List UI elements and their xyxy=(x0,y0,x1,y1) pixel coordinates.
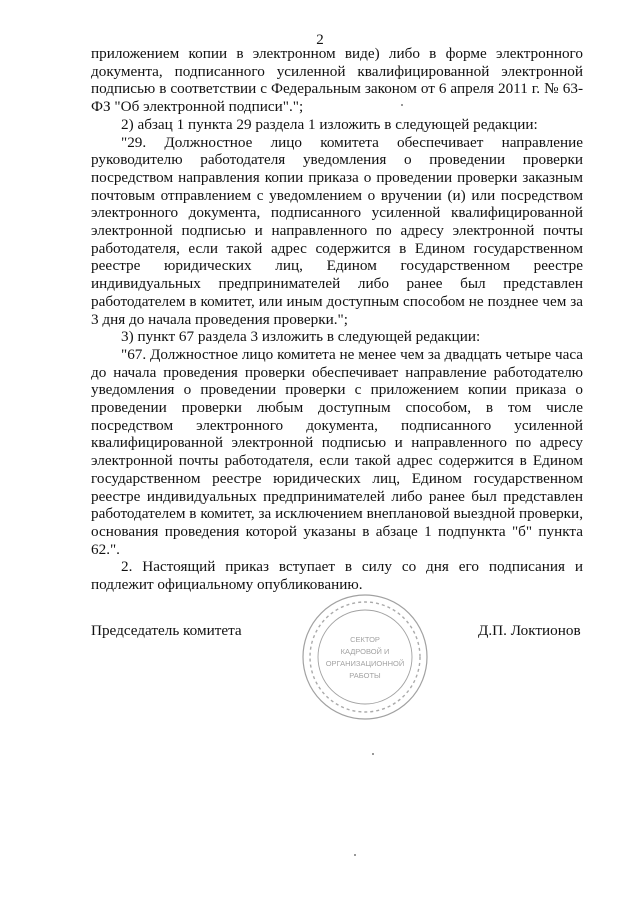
svg-text:СЕКТОР: СЕКТОР xyxy=(350,635,380,644)
paragraph-item-29: "29. Должностное лицо комитета обеспечивает направление руководителю работодателя уведомления о проведении проверки посредством направления копии приказа о проведении проверки заказным почтовым отправлением с уведомлением о вручении (и) или посредством электронного документа, подписанного усиленной квалифицированной электронной подписью и направленного по адресу электронной почты работодателя, если такой адрес содержится в Едином государственном реестре юридических лиц, Едином государственном реестре индивидуальных предпринимателей либо ранее был представлен работодателем в комитет, или иным доступным способом не позднее чем за 3 дня до начала проведения проверки."; xyxy=(91,133,583,328)
svg-text:ОРГАНИЗАЦИОННОЙ: ОРГАНИЗАЦИОННОЙ xyxy=(325,659,405,668)
paragraph-item-67: "67. Должностное лицо комитета не менее чем за двадцать четыре часа до начала проведения проверки обеспечивает направление работодателю уведомления о проведении проверки с приложением копии приказа о проведении проверки любым доступным способом, в том числе посредством электронного документа, подписанного усиленной квалифицированной электронной подписью и направленного по адресу электронной почты работодателя, если такой адрес содержится в Едином государственном реестре юридических лиц, Едином государственном реестре индивидуальных предпринимателей либо ранее был представлен работодателем в комитет, за исключением внеплановой выездной проверки, основания проведения которой указаны в абзаце 1 подпункта "б" пункта 62.". xyxy=(91,345,583,558)
svg-text:РАБОТЫ: РАБОТЫ xyxy=(349,671,381,680)
scan-speck xyxy=(354,854,356,856)
paragraph-amendment-3: 3) пункт 67 раздела 3 изложить в следующей редакции: xyxy=(121,328,481,346)
signatory-name: Д.П. Локтионов xyxy=(478,622,581,639)
scan-speck xyxy=(372,753,374,755)
page-number: 2 xyxy=(316,32,324,48)
scan-speck xyxy=(401,104,403,106)
paragraph-continuation: приложением копии в электронном виде) либо в форме электронного документа, подписанного усиленной квалифицированной электронной подписью в соответствии с Федеральным законом от 6 апреля 2011 г. № 63-ФЗ "Об электронной подписи"."; xyxy=(91,45,583,116)
svg-text:КАДРОВОЙ И: КАДРОВОЙ И xyxy=(340,647,390,656)
signatory-position: Председатель комитета xyxy=(91,622,242,639)
paragraph-entry-into-force: 2. Настоящий приказ вступает в силу со дня его подписания и подлежит официальному опубликованию. xyxy=(91,558,583,594)
document-body xyxy=(91,45,583,594)
paragraph-amendment-2: 2) абзац 1 пункта 29 раздела 1 изложить в следующей редакции: xyxy=(121,115,538,133)
official-stamp xyxy=(300,592,430,722)
